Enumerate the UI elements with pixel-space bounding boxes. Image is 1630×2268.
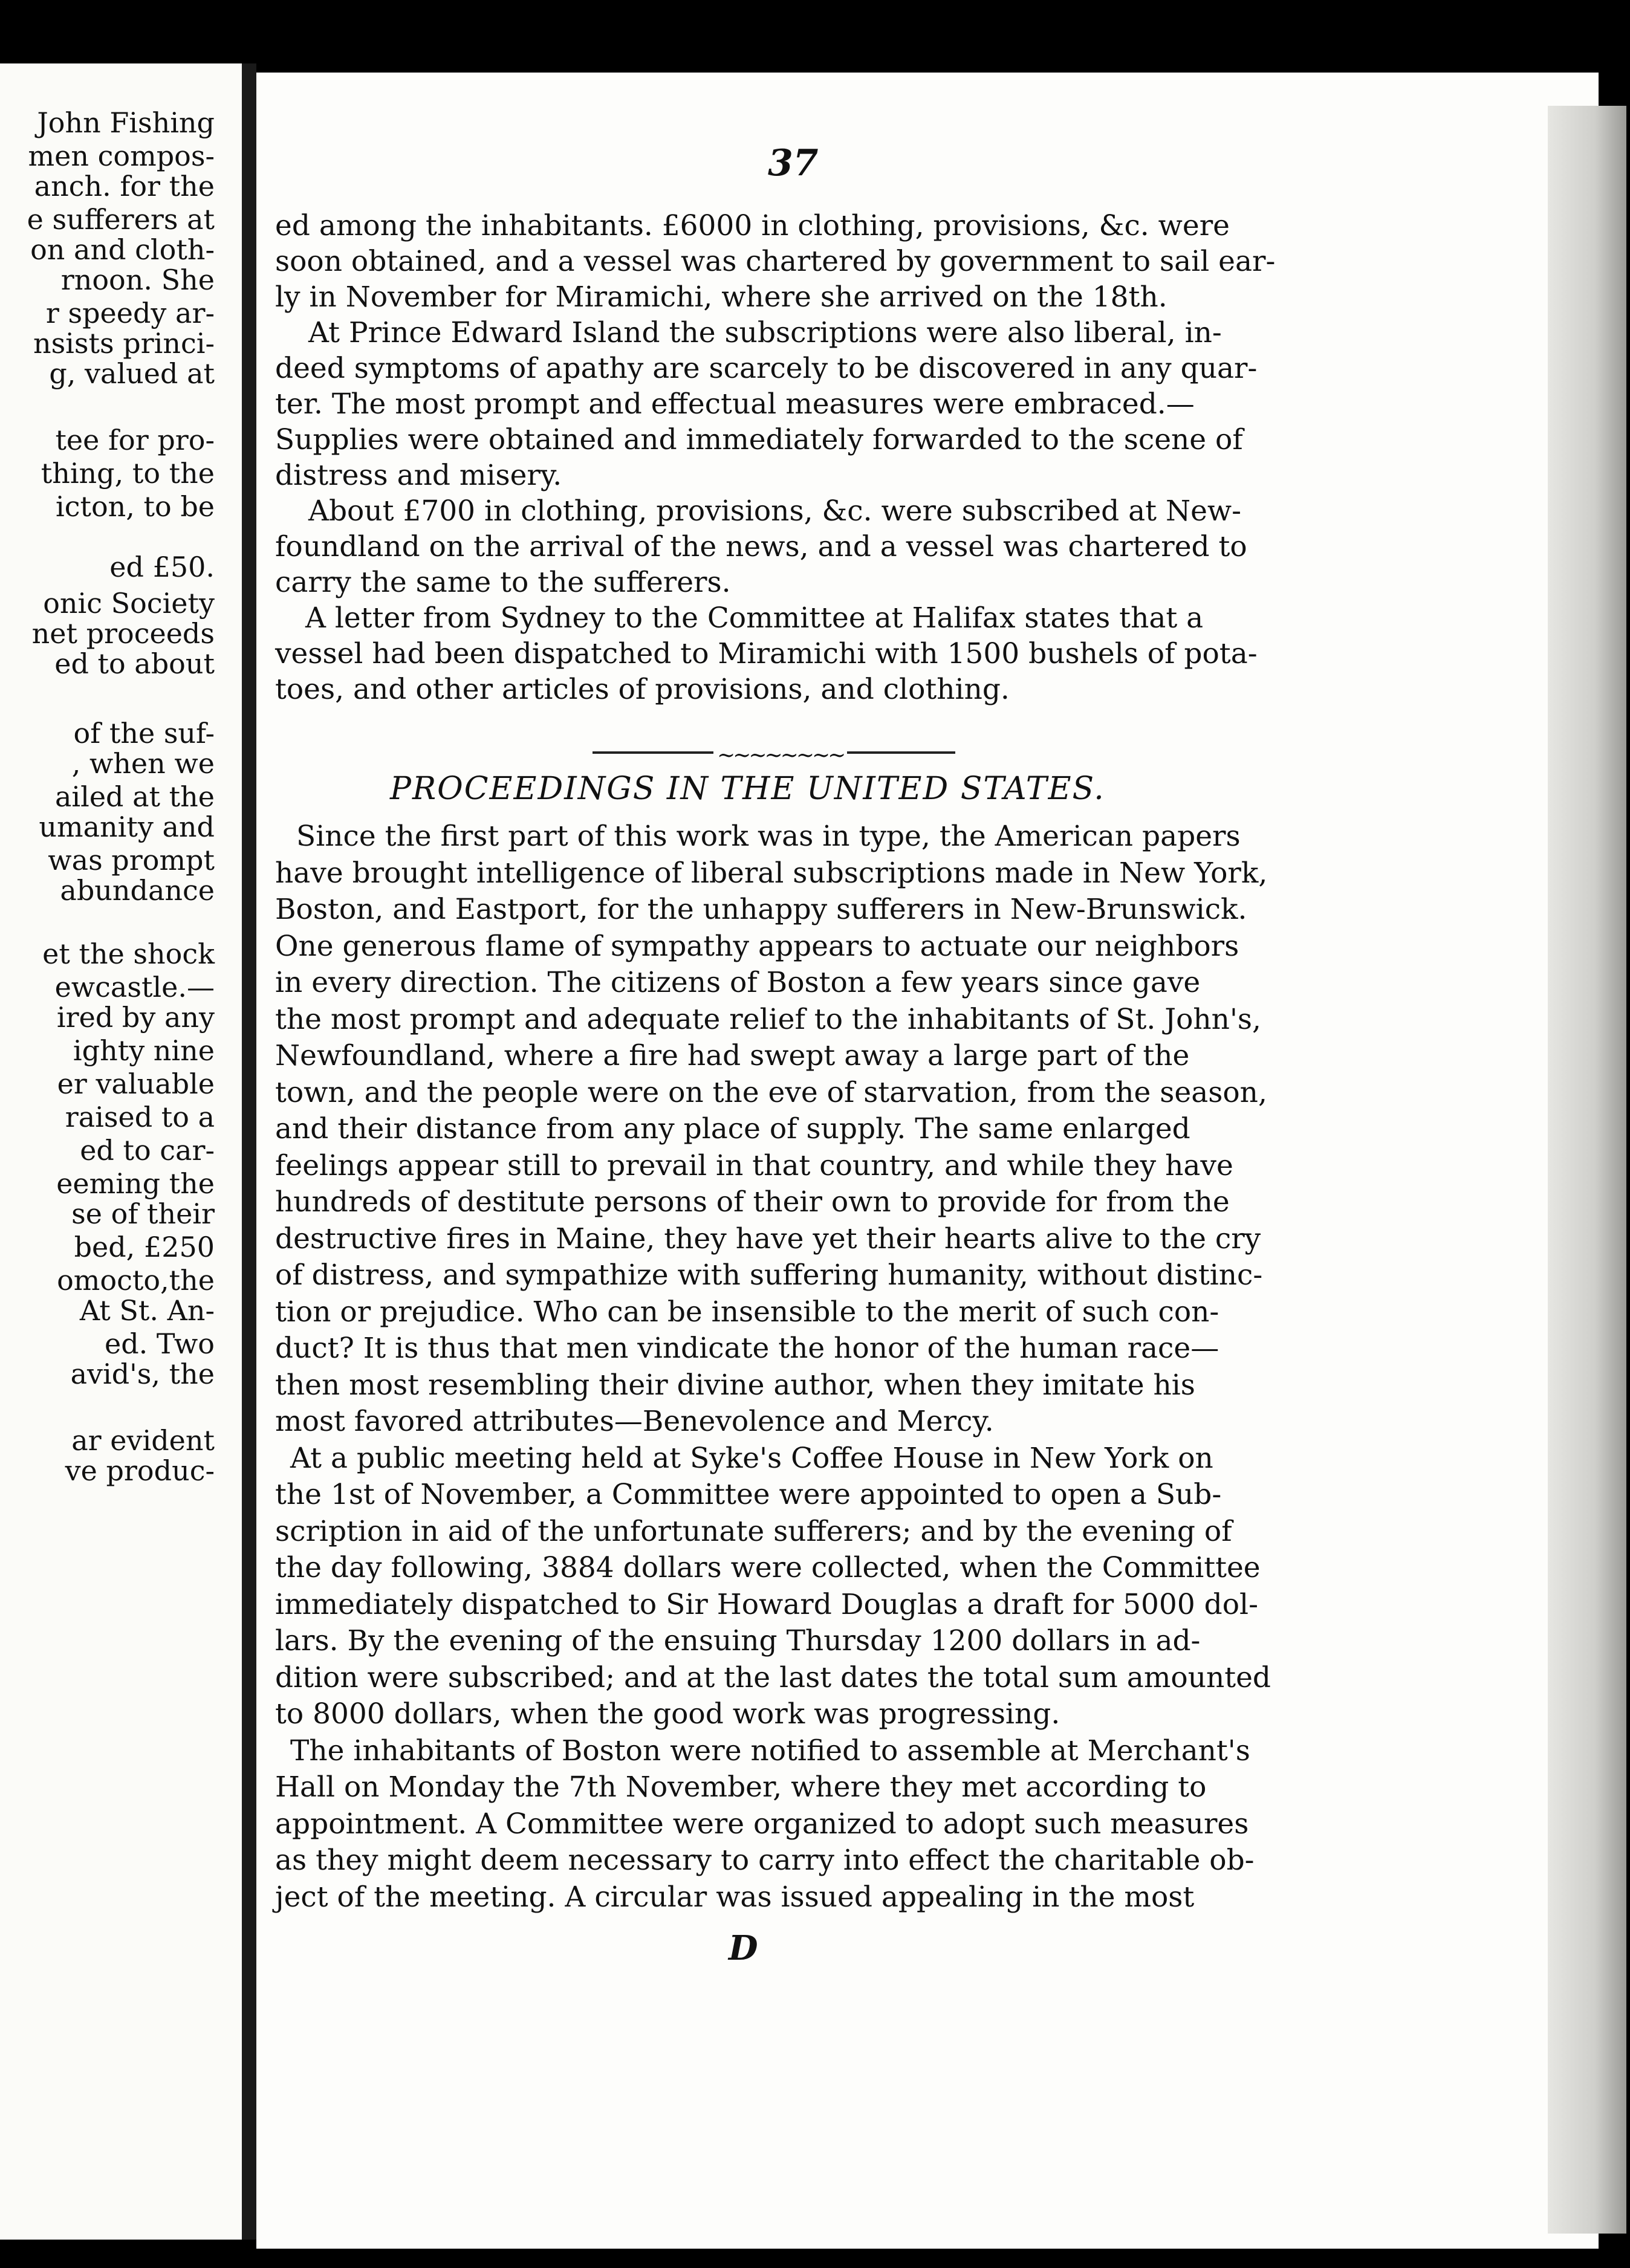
book-gutter — [242, 63, 256, 2240]
left-page-line: raised to a — [65, 1101, 215, 1133]
left-page-line: bed, £250 — [74, 1231, 215, 1263]
left-page-line: men compos- — [28, 140, 215, 172]
text-line: Hall on Monday the 7th November, where they met according to — [275, 1771, 1207, 1804]
left-facing-page — [0, 63, 242, 2240]
left-page-line: et the shock — [42, 938, 215, 970]
text-line: lars. By the evening of the ensuing Thursday 1200 dollars in ad- — [275, 1624, 1201, 1657]
text-line: immediately dispatched to Sir Howard Douglas a draft for 5000 dol- — [275, 1587, 1258, 1621]
left-page-line: ed £50. — [109, 551, 215, 583]
left-page-line: r speedy ar- — [45, 297, 215, 329]
text-line: Boston, and Eastport, for the unhappy sufferers in New-Brunswick. — [275, 893, 1247, 926]
text-line: duct? It is thus that men vindicate the honor of the human race— — [275, 1332, 1219, 1365]
text-line: About £700 in clothing, provisions, &c. were subscribed at New- — [308, 494, 1241, 528]
text-line: soon obtained, and a vessel was chartered by government to sail ear- — [275, 245, 1276, 278]
left-page-line: was prompt — [48, 844, 215, 876]
left-page-line: onic Society — [43, 587, 215, 620]
left-page-line: anch. for the — [34, 170, 215, 202]
text-line: of distress, and sympathize with suffering humanity, without distinc- — [275, 1259, 1263, 1292]
text-line: destructive fires in Maine, they have yet their hearts alive to the cry — [275, 1222, 1261, 1256]
text-line: ed among the inhabitants. £6000 in clothing, provisions, &c. were — [275, 209, 1230, 242]
left-page-line: er valuable — [57, 1068, 215, 1100]
left-page-line: avid's, the — [70, 1358, 215, 1390]
text-line: ject of the meeting. A circular was issued appealing in the most — [275, 1880, 1195, 1914]
text-line: At Prince Edward Island the subscriptions were also liberal, in- — [308, 316, 1222, 349]
text-line: A letter from Sydney to the Committee at Halifax states that a — [305, 601, 1204, 635]
left-page-line: umanity and — [39, 811, 215, 843]
text-line: foundland on the arrival of the news, and a vessel was chartered to — [275, 530, 1247, 563]
text-line: the most prompt and adequate relief to the inhabitants of St. John's, — [275, 1002, 1261, 1036]
text-line: most favored attributes—Benevolence and Mercy. — [275, 1405, 994, 1438]
left-page-line: tee for pro- — [55, 424, 215, 456]
text-line: hundreds of destitute persons of their own to provide for from the — [275, 1185, 1230, 1219]
left-page-line: ed to car- — [80, 1134, 215, 1167]
text-line: appointment. A Committee were organized to adopt such measures — [275, 1807, 1249, 1841]
left-page-line: ar evident — [71, 1424, 215, 1457]
left-page-line: omocto,the — [57, 1264, 215, 1297]
text-line: in every direction. The citizens of Boston a few years since gave — [275, 966, 1201, 999]
text-line: ly in November for Miramichi, where she arrived on the 18th. — [275, 280, 1167, 314]
text-line: town, and the people were on the eve of starvation, from the season, — [275, 1075, 1267, 1109]
page-number: 37 — [768, 142, 819, 184]
text-line: and their distance from any place of supply. The same enlarged — [275, 1112, 1190, 1145]
left-page-line: , when we — [71, 747, 215, 780]
left-page-line: ired by any — [56, 1001, 215, 1034]
text-line: Since the first part of this work was in type, the American papers — [296, 820, 1241, 853]
left-page-line: icton, to be — [56, 490, 215, 523]
text-line: distress and misery. — [275, 459, 562, 492]
text-line: tion or prejudice. Who can be insensible to the merit of such con- — [275, 1295, 1219, 1329]
text-line: dition were subscribed; and at the last dates the total sum amounted — [275, 1660, 1271, 1694]
text-line: have brought intelligence of liberal subscriptions made in New York, — [275, 856, 1268, 890]
text-line: deed symptoms of apathy are scarcely to be discovered in any quar- — [275, 352, 1258, 385]
text-line: the day following, 3884 dollars were collected, when the Committee — [275, 1551, 1261, 1584]
left-page-line: rnoon. She — [60, 264, 215, 296]
page-edge — [1548, 106, 1626, 2234]
text-line: One generous flame of sympathy appears to actuate our neighbors — [275, 929, 1239, 963]
left-page-line: abundance — [60, 874, 215, 907]
text-line: Newfoundland, where a fire had swept away a large part of the — [275, 1039, 1190, 1072]
left-page-line: thing, to the — [41, 457, 215, 490]
text-line: scription in aid of the unfortunate sufferers; and by the evening of — [275, 1514, 1232, 1548]
text-line: ter. The most prompt and effectual measures were embraced.— — [275, 387, 1195, 421]
left-page-line: se of their — [71, 1197, 215, 1230]
left-page-line: ighty nine — [73, 1034, 215, 1067]
left-page-line: At St. An- — [79, 1294, 215, 1327]
text-line: toes, and other articles of provisions, and clothing. — [275, 673, 1010, 706]
left-page-line: ed. Two — [104, 1327, 215, 1360]
text-line: as they might deem necessary to carry into effect the charitable ob- — [275, 1844, 1255, 1877]
left-page-line: ed to about — [54, 647, 215, 680]
left-page-line: of the suf- — [73, 717, 215, 750]
left-page-line: John Fishing — [37, 106, 215, 139]
text-line: the 1st of November, a Committee were appointed to open a Sub- — [275, 1478, 1222, 1511]
left-page-line: on and cloth- — [30, 233, 215, 266]
text-line: then most resembling their divine author, when they imitate his — [275, 1368, 1195, 1402]
divider-ornament: ~~~~~~~~ — [713, 745, 847, 766]
left-page-line: g, valued at — [49, 357, 215, 390]
left-page-line: nsists princi- — [33, 327, 215, 360]
section-heading: PROCEEDINGS IN THE UNITED STATES. — [390, 771, 1105, 807]
text-line: vessel had been dispatched to Miramichi with 1500 bushels of pota- — [275, 637, 1258, 670]
text-line: to 8000 dollars, when the good work was progressing. — [275, 1697, 1060, 1731]
text-line: Supplies were obtained and immediately forwarded to the scene of — [275, 423, 1243, 456]
text-line: The inhabitants of Boston were notified to assemble at Merchant's — [290, 1734, 1250, 1767]
left-page-line: eeming the — [56, 1167, 215, 1200]
text-line: feelings appear still to prevail in that country, and while they have — [275, 1149, 1233, 1182]
left-page-line: ailed at the — [54, 780, 215, 813]
left-page-line: e sufferers at — [27, 203, 215, 236]
text-line: At a public meeting held at Syke's Coffee House in New York on — [290, 1441, 1213, 1475]
signature-mark: D — [729, 1928, 758, 1968]
left-page-line: ewcastle.— — [54, 971, 215, 1003]
left-page-line: net proceeds — [31, 617, 215, 650]
left-page-line: ve produc- — [65, 1454, 215, 1487]
text-line: carry the same to the sufferers. — [275, 566, 731, 599]
